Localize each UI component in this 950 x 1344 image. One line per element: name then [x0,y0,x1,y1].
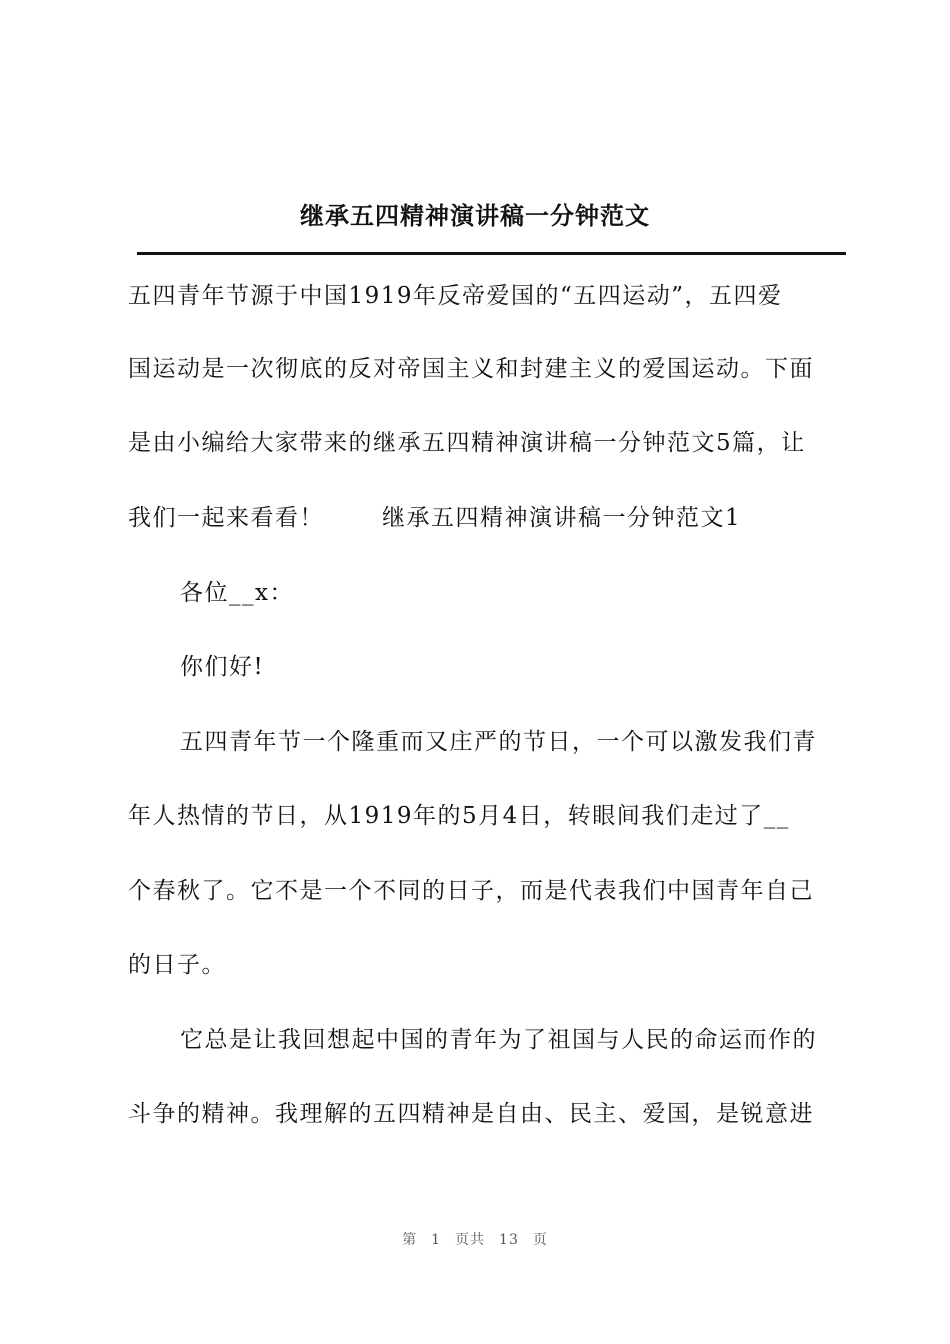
footer-suffix: 页 [532,1232,548,1248]
paragraph-line: 它总是让我回想起中国的青年为了祖国与人民的命运而作的 [180,1027,817,1053]
paragraph-line: 的日子。 [128,952,226,978]
footer-mid: 页共 [455,1232,486,1248]
paragraph-line: 五四青年节一个隆重而又庄严的节日，一个可以激发我们青 [180,729,817,755]
paragraph-line-with-heading [128,503,848,533]
paragraph-line: 国运动是一次彻底的反对帝国主义和封建主义的爱国运动。下面 [128,356,814,382]
footer-prefix: 第 [402,1232,418,1248]
paragraph-line: 斗争的精神。我理解的五四精神是自由、民主、爱国，是锐意进 [128,1101,814,1127]
page-footer [0,1229,950,1249]
paragraph-line: 个春秋了。它不是一个不同的日子，而是代表我们中国青年自己 [128,878,814,904]
document-title: 继承五四精神演讲稿一分钟范文 [300,201,650,230]
salutation-line: 各位__x： [180,580,294,606]
footer-page-number: 1 [431,1232,442,1248]
section-heading: 继承五四精神演讲稿一分钟范文1 [382,505,742,531]
paragraph-line: 我们一起来看看！ [128,505,324,531]
paragraph-line: 是由小编给大家带来的继承五四精神演讲稿一分钟范文5篇，让 [128,430,806,456]
paragraph-line: 年人热情的节日，从1919年的5月4日，转眼间我们走过了__ [128,803,790,829]
footer-page-total: 13 [499,1232,519,1248]
greeting-line: 你们好! [180,654,265,680]
paragraph-line: 五四青年节源于中国1919年反帝爱国的“五四运动”，五四爱 [128,283,783,309]
title-underline-rule [137,252,846,255]
